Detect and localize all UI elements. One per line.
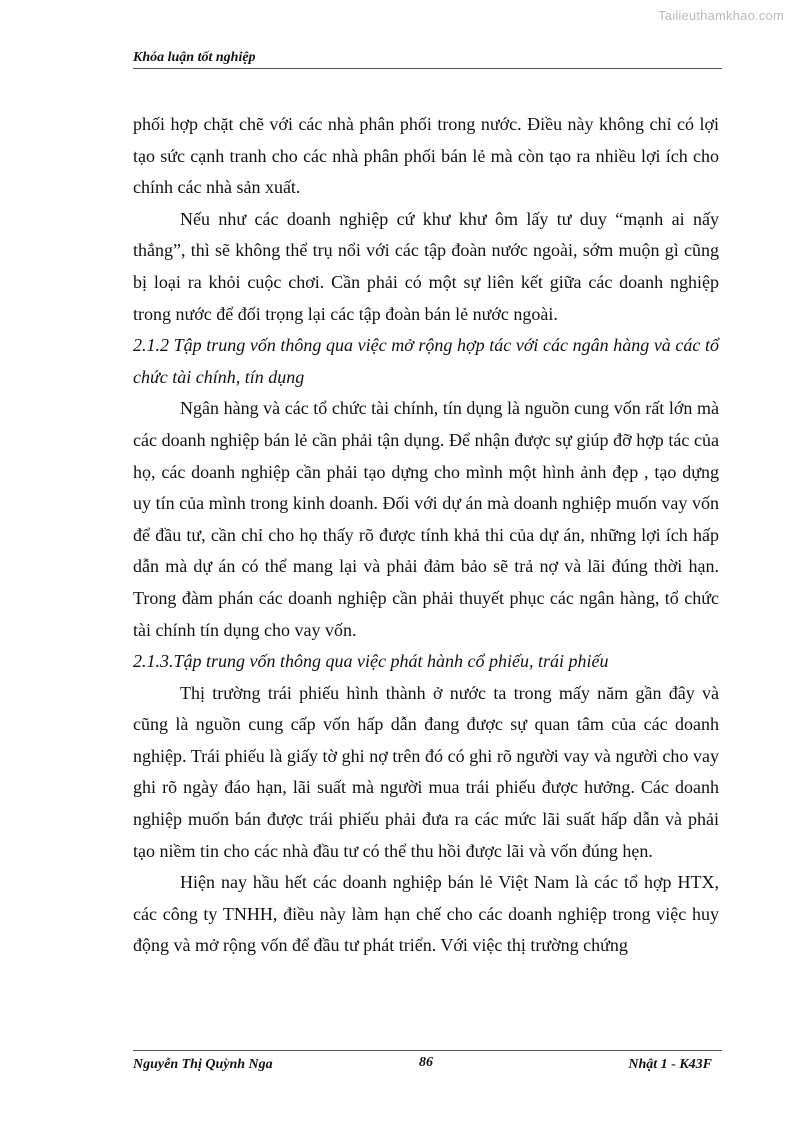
watermark: Tailieuthamkhao.com xyxy=(658,8,784,23)
paragraph-2: Nếu như các doanh nghiệp cứ khư khư ôm lấy tư duy “mạnh ai nấy thắng”, thì sẽ không thể trụ nổi với các tập đoàn nước ngoài, sớm muộn gì cũng bị loại ra khỏi cuộc chơi. Cần phải có một sự liên kết giữa các doanh nghiệp trong nước để đối trọng lại các tập đoàn bán lẻ nước ngoài. xyxy=(133,208,719,324)
section-heading-2-1-2: 2.1.2 Tập trung vốn thông qua việc mở rộng hợp tác với các ngân hàng và các tổ chức tài chính, tín dụng xyxy=(133,335,719,387)
section-heading-2-1-3: 2.1.3.Tập trung vốn thông qua việc phát hành cổ phiếu, trái phiếu xyxy=(133,651,609,672)
page-header xyxy=(133,50,722,69)
header-title: Khóa luận tốt nghiệp xyxy=(133,50,256,65)
footer-class: Nhật 1 - K43F xyxy=(628,1057,712,1072)
paragraph-1: phối hợp chặt chẽ với các nhà phân phối trong nước. Điều này không chỉ có lợi tạo sức cạnh tranh cho các nhà phân phối bán lẻ mà còn tạo ra nhiều lợi ích cho chính các nhà sản xuất. xyxy=(133,114,719,198)
page-body xyxy=(133,109,719,962)
page-number: 86 xyxy=(419,1055,433,1070)
paragraph-4: Thị trường trái phiếu hình thành ở nước ta trong mấy năm gần đây và cũng là nguồn cung cấp vốn hấp dẫn đang được sự quan tâm của các doanh nghiệp. Trái phiếu là giấy tờ ghi nợ trên đó có ghi rõ người vay và người cho vay ghi rõ ngày đáo hạn, lãi suất mà người mua trái phiếu được hưởng. Các doanh nghiệp muốn bán được trái phiếu phải đưa ra các mức lãi suất hấp dẫn và phải tạo niềm tin cho các nhà đầu tư có thể thu hồi được lãi và vốn đúng hẹn. xyxy=(133,682,719,861)
paragraph-3: Ngân hàng và các tổ chức tài chính, tín dụng là nguồn cung vốn rất lớn mà các doanh nghiệp bán lẻ cần phải tận dụng. Để nhận được sự giúp đỡ hợp tác của họ, các doanh nghiệp cần phải tạo dựng cho mình một hình ảnh đẹp , tạo dựng uy tín của mình trong kinh doanh. Đối với dự án mà doanh nghiệp muốn vay vốn để đầu tư, cần chỉ cho họ thấy rõ được tính khả thi của dự án, những lợi ích hấp dẫn mà dự án có thể mang lại và phải đảm bảo sẽ trả nợ và lãi đúng thời hạn. Trong đàm phán các doanh nghiệp cần phải thuyết phục các ngân hàng, tổ chức tài chính tín dụng cho vay vốn. xyxy=(133,398,719,640)
paragraph-5: Hiện nay hầu hết các doanh nghiệp bán lẻ Việt Nam là các tổ hợp HTX, các công ty TNHH, điều này làm hạn chế cho các doanh nghiệp trong việc huy động và mở rộng vốn để đầu tư phát triển. Với việc thị trường chứng xyxy=(133,872,719,956)
page-footer xyxy=(133,1050,722,1081)
footer-author: Nguyễn Thị Quỳnh Nga xyxy=(133,1057,273,1072)
